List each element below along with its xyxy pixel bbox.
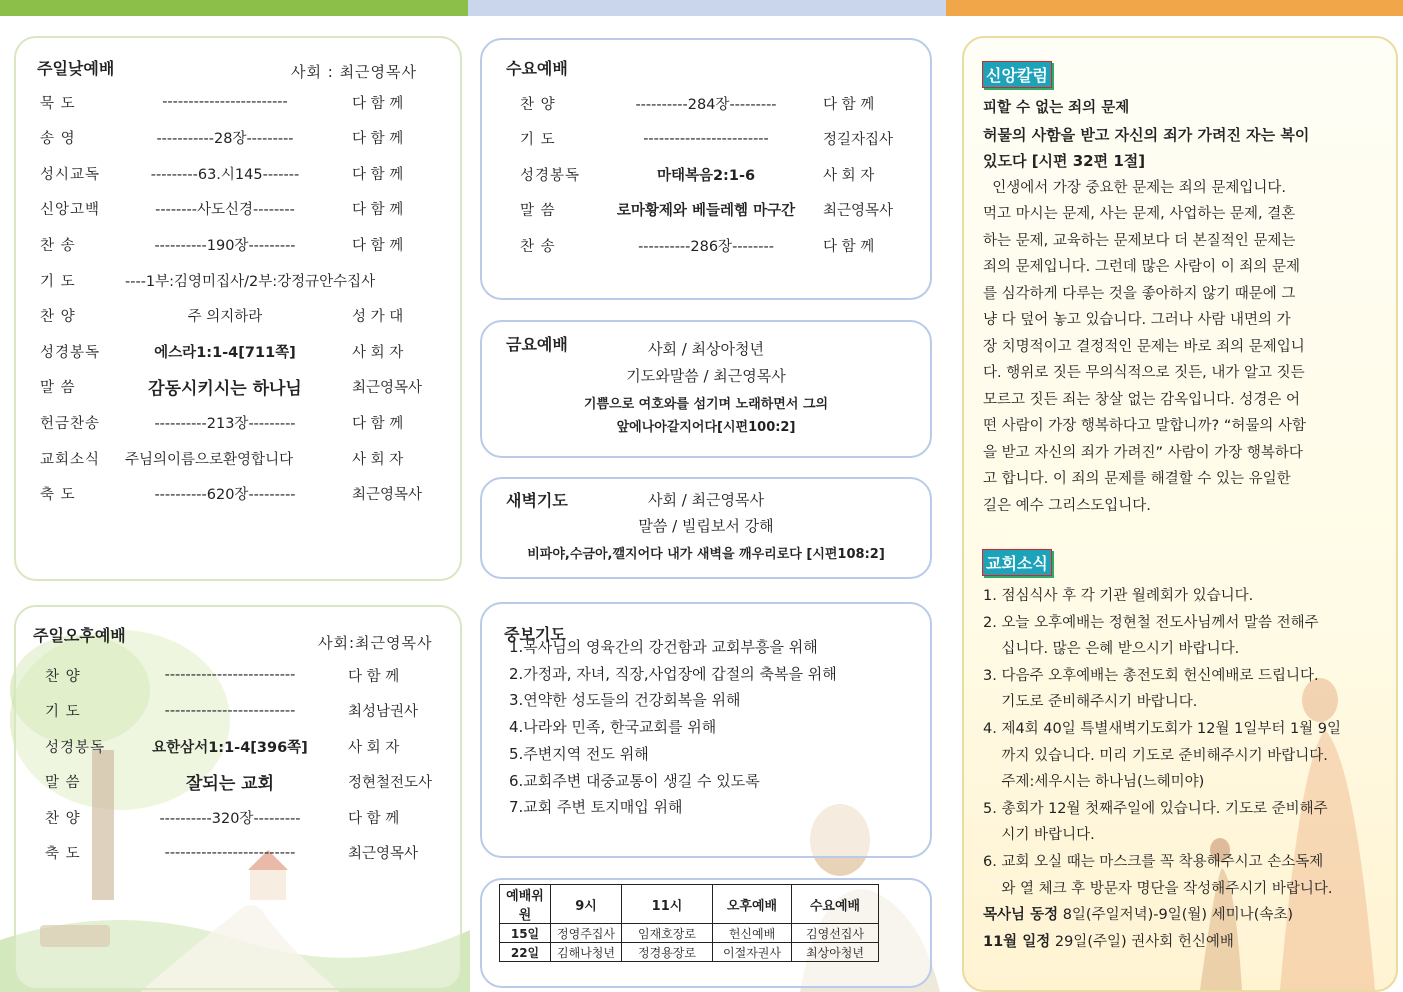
order-content: ------------------------ — [643, 130, 769, 147]
order-row — [45, 665, 400, 685]
top-bar-green — [0, 0, 468, 16]
column-line: 하는 문제, 교육하는 문제보다 더 본질적인 문제는 — [983, 232, 1296, 249]
order-leader: 사 회 자 — [348, 739, 400, 756]
column-line: 다. 행위로 짓든 무의식적으로 짓든, 내가 알고 짓든 — [983, 365, 1305, 381]
order-content: ------------------------- — [164, 702, 296, 719]
news-item: 4. 제4회 40일 특별새벽기도회가 12월 1일부터 1월 9일 — [983, 720, 1342, 737]
friday-sermon: 기도와말씀 / 최근영목사 — [626, 367, 786, 385]
order-content: ------------------------ — [162, 94, 288, 110]
column-line: 를 심각하게 다루는 것을 좋아하지 않기 때문에 그 — [983, 285, 1296, 302]
roster-date: 22일 — [500, 943, 551, 962]
order-row — [40, 163, 404, 183]
order-content: 감동시키시는 하나님 — [148, 379, 302, 400]
order-leader: 다 함 께 — [352, 166, 404, 183]
news-title-wrap — [982, 549, 1052, 576]
order-leader: 다 함 께 — [348, 810, 400, 827]
news-item: 기도로 준비해주시기 바랍니다. — [983, 694, 1198, 711]
sunday-afternoon-panel — [14, 605, 462, 990]
order-content: ----1부:김영미집사/2부:강정규안수집사 — [125, 273, 376, 290]
news-item: 와 열 체크 후 방문자 명단을 작성해주시기 바랍니다. — [983, 880, 1333, 897]
column-subtitle: 피할 수 없는 죄의 문제 — [983, 100, 1130, 116]
order-item: 기 도 — [520, 132, 556, 148]
friday-verse-line1: 기쁨으로 여호와를 섬기며 노래하면서 그의 — [583, 397, 829, 412]
friday-title: 금요예배 — [506, 335, 568, 354]
order-content: ------------------------- — [164, 844, 296, 861]
order-row — [40, 377, 423, 400]
roster-cell: 헌신예배 — [713, 924, 792, 943]
order-content: ----------286장-------- — [638, 238, 774, 255]
order-leader: 최근영목사 — [348, 846, 419, 862]
news-list — [983, 583, 1363, 955]
sunday-afternoon-title: 주일오후예배 — [33, 626, 126, 645]
roster-header: 9시 — [551, 885, 622, 924]
order-row — [520, 235, 875, 255]
roster-header: 수요예배 — [792, 885, 879, 924]
column-line: 냥 다 덮어 놓고 있습니다. 그러나 사람 내면의 가 — [983, 312, 1291, 328]
roster-cell: 정영주집사 — [551, 924, 622, 943]
order-item: 신앙고백 — [40, 202, 101, 219]
order-content: ----------284장--------- — [635, 96, 777, 113]
table-row — [500, 924, 879, 943]
column-line: 장 치명적이고 결정적인 문제는 바로 죄의 문제입니 — [983, 338, 1305, 355]
november-schedule-label: 11월 일정 — [983, 933, 1051, 950]
dawn-title: 새벽기도 — [506, 491, 568, 510]
news-item: 6. 교회 오실 때는 마스크를 꼭 착용해주시고 손소독제 — [983, 853, 1324, 870]
order-row — [40, 199, 404, 219]
sunday-afternoon-presider: 사회:최근영목사 — [318, 634, 433, 652]
news-item: 3. 다음주 오후예배는 총전도회 헌신예배로 드립니다. — [983, 667, 1319, 684]
order-item: 찬 양 — [520, 96, 556, 113]
order-content: 잘되는 교회 — [185, 774, 275, 794]
roster-cell: 김해나청년 — [551, 943, 622, 962]
order-content: ----------320장--------- — [159, 810, 301, 827]
order-leader: 사 회 자 — [823, 167, 875, 184]
intercession-list — [509, 634, 837, 821]
order-row — [40, 270, 376, 290]
order-content: ----------190장--------- — [154, 237, 296, 254]
roster-cell: 임재호장로 — [622, 924, 713, 943]
order-leader: 다 함 께 — [352, 237, 404, 254]
order-row — [40, 92, 404, 112]
order-leader: 최근영목사 — [352, 380, 423, 397]
order-row — [40, 448, 404, 468]
roster-cell: 정경용장로 — [622, 943, 713, 962]
roster-table — [499, 884, 879, 962]
order-item: 교회소식 — [40, 451, 101, 468]
order-leader: 성 가 대 — [352, 309, 404, 326]
column-verse-line1: 허물의 사함을 받고 자신의 죄가 가려진 자는 복이 — [983, 125, 1310, 144]
order-leader: 사 회 자 — [352, 451, 404, 468]
roster-cell: 최상아청년 — [792, 943, 879, 962]
dawn-presider: 사회 / 최근영목사 — [647, 491, 765, 509]
order-item: 말 씀 — [40, 380, 76, 397]
order-content: 로마황제와 베들레헴 마구간 — [616, 203, 796, 219]
order-item: 성시교독 — [40, 166, 101, 183]
order-content: ----------620장--------- — [154, 487, 296, 504]
news-item: 십니다. 많은 은혜 받으시기 바랍니다. — [983, 641, 1240, 658]
order-item: 찬 양 — [45, 668, 81, 685]
roster-cell: 김영선집사 — [792, 924, 879, 943]
news-item: 시기 바랍니다. — [983, 827, 1095, 844]
list-item: 3.연약한 성도들의 건강회복을 위해 — [509, 691, 741, 710]
roster-cell: 이절자권사 — [713, 943, 792, 962]
list-item: 1.목사님의 영육간의 강건함과 교회부흥을 위해 — [509, 638, 818, 656]
order-item: 헌금찬송 — [40, 415, 101, 432]
order-row — [520, 164, 875, 184]
order-row — [45, 772, 433, 794]
order-row — [45, 843, 419, 863]
order-row — [45, 807, 400, 827]
order-item: 묵 도 — [40, 95, 76, 112]
intercession-title: 중보기도 — [504, 625, 566, 644]
order-leader: 정길자집사 — [823, 132, 894, 148]
column-line: 먹고 마시는 문제, 사는 문제, 사업하는 문제, 결혼 — [983, 206, 1296, 222]
order-item: 송 영 — [40, 131, 76, 148]
news-item: 5. 총회가 12월 첫째주일에 있습니다. 기도로 준비해주 — [983, 800, 1328, 817]
order-leader: 최근영목사 — [823, 203, 894, 219]
news-item: 1. 점심식사 후 각 기관 월례회가 있습니다. — [983, 588, 1254, 604]
roster-date: 15일 — [500, 924, 551, 943]
order-item: 기 도 — [45, 704, 81, 720]
order-leader: 다 함 께 — [352, 95, 404, 112]
column-title-wrap — [982, 61, 1052, 88]
order-row — [45, 701, 419, 721]
order-leader: 다 함 께 — [823, 96, 875, 113]
friday-verse-line2: 앞에나아갈지어다[시편100:2] — [616, 420, 796, 435]
pastor-schedule-text: 8일(주일저녁)-9일(월) 세미나(속초) — [1058, 907, 1294, 924]
order-row — [520, 200, 894, 220]
order-row — [520, 129, 894, 149]
order-row — [40, 128, 404, 148]
order-content: ------------------------- — [164, 667, 296, 683]
order-item: 찬 송 — [40, 237, 76, 254]
roster-header: 11시 — [622, 885, 713, 924]
column-text — [983, 95, 1353, 519]
list-item: 6.교회주변 대중교통이 생길 수 있도록 — [509, 771, 760, 790]
order-item: 성경봉독 — [520, 167, 581, 184]
order-content: ----------213장--------- — [154, 415, 296, 432]
column-title: 신앙칼럼 — [982, 61, 1052, 88]
order-leader: 다 함 께 — [823, 238, 875, 255]
column-verse-line2: 있도다 [시편 32편 1절] — [983, 152, 1146, 170]
column-body — [983, 175, 1353, 520]
order-item: 말 씀 — [45, 775, 81, 791]
roster-title: 예배위원 — [500, 885, 551, 924]
order-row — [45, 736, 400, 756]
order-content: 요한삼서1:1-4[396쪽] — [152, 739, 308, 756]
dawn-sermon: 말씀 / 빌립보서 강해 — [638, 517, 774, 535]
table-row — [500, 943, 879, 962]
wednesday-title: 수요예배 — [506, 59, 568, 78]
top-bar-blue — [468, 0, 946, 16]
roster-header: 오후예배 — [713, 885, 792, 924]
list-item: 5.주변지역 전도 위해 — [509, 744, 649, 763]
column-line: 을 받고 자신의 죄가 가려진” 사람이 가장 행복하다 — [983, 444, 1303, 461]
news-title: 교회소식 — [982, 549, 1052, 576]
column-line: 떤 사람이 가장 행복하다고 말합니까? “허물의 사함 — [983, 418, 1307, 434]
friday-presider: 사회 / 최상아청년 — [647, 340, 765, 358]
order-item: 기 도 — [40, 273, 76, 290]
order-item: 찬 양 — [45, 810, 81, 827]
order-content: -----------28장--------- — [156, 131, 294, 148]
column-line: 모르고 짓든 죄는 창살 없는 감옥입니다. 성경은 어 — [983, 391, 1301, 408]
order-row — [40, 306, 404, 326]
list-item: 7.교회 주변 토지매입 위해 — [509, 798, 683, 817]
order-leader: 정현철전도사 — [348, 775, 433, 791]
order-leader: 최근영목사 — [352, 487, 423, 504]
order-content: 에스라1:1-4[711쪽] — [154, 344, 296, 361]
column-line: 고 합니다. 이 죄의 문제를 해결할 수 있는 유일한 — [983, 471, 1291, 487]
pastor-schedule — [983, 902, 1363, 929]
order-row — [40, 484, 423, 504]
order-leader: 다 함 께 — [352, 202, 404, 219]
column-line: 죄의 문제입니다. 그런데 많은 사람이 이 죄의 문제 — [983, 259, 1301, 275]
order-content: 주님의이름으로환영합니다 — [125, 451, 294, 468]
list-item: 2.가정과, 자녀, 직장,사업장에 갑절의 축복을 위해 — [509, 664, 837, 683]
order-item: 성경봉독 — [45, 739, 106, 756]
order-leader: 다 함 께 — [352, 415, 404, 432]
order-item: 찬 송 — [520, 238, 556, 255]
order-row — [520, 93, 875, 113]
order-leader: 사 회 자 — [352, 344, 404, 361]
order-item: 축 도 — [40, 487, 76, 504]
sunday-morning-presider: 사회 : 최근영목사 — [291, 63, 418, 81]
dawn-verse: 비파야,수금아,깰지어다 내가 새벽을 깨우리로다 [시편108:2] — [527, 547, 885, 562]
order-item: 말 씀 — [520, 203, 556, 219]
top-bar-orange — [946, 0, 1403, 16]
list-item: 4.나라와 민족, 한국교회를 위해 — [509, 718, 717, 737]
order-item: 찬 양 — [40, 309, 76, 326]
order-content: --------사도신경-------- — [155, 202, 295, 219]
order-leader: 다 함 께 — [352, 131, 404, 148]
column-line: 길은 예수 그리스도입니다. — [983, 497, 1151, 514]
order-content: 마태복음2:1-6 — [656, 167, 756, 184]
order-row — [40, 412, 404, 432]
sunday-morning-title: 주일낮예배 — [37, 59, 115, 78]
order-content: ---------63.시145------- — [150, 166, 300, 183]
news-item: 까지 있습니다. 미리 기도로 준비해주시기 바랍니다. — [983, 747, 1328, 764]
november-schedule — [983, 929, 1363, 956]
column-line: 인생에서 가장 중요한 문제는 죄의 문제입니다. — [983, 179, 1287, 196]
pastor-schedule-label: 목사님 동정 — [983, 907, 1059, 924]
order-leader: 최성남권사 — [348, 704, 419, 720]
news-item: 주제:세우시는 하나님(느헤미야) — [983, 774, 1205, 791]
november-schedule-text: 29일(주일) 권사회 헌신예배 — [1050, 933, 1234, 950]
order-leader: 다 함 께 — [348, 668, 400, 685]
order-item: 축 도 — [45, 846, 81, 862]
order-row — [40, 234, 404, 254]
order-content: 주 의지하라 — [187, 309, 263, 326]
news-item: 2. 오늘 오후예배는 정현철 전도사님께서 말씀 전해주 — [983, 614, 1319, 631]
order-item: 성경봉독 — [40, 344, 101, 361]
order-row — [40, 341, 404, 361]
